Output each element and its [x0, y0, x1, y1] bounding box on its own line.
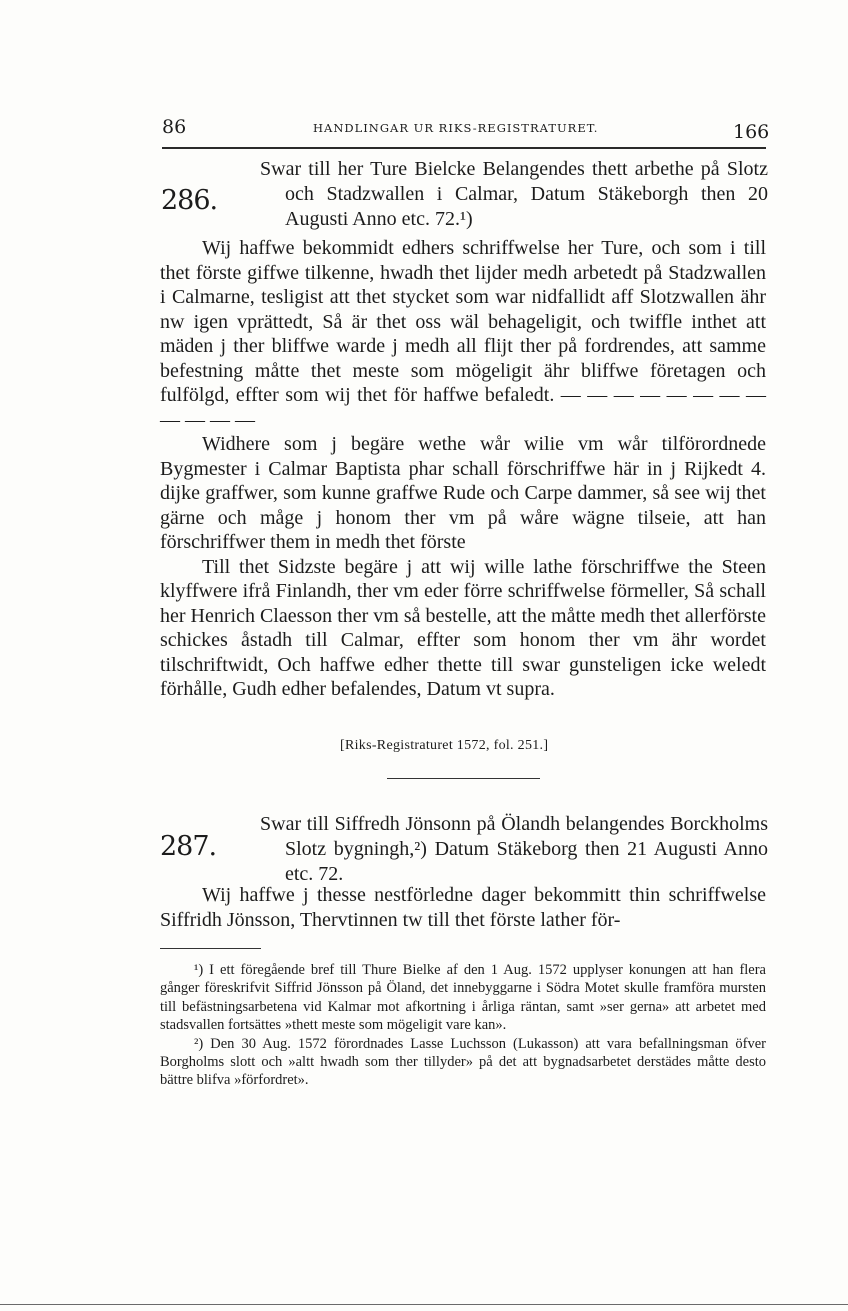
entry-number: 286. — [161, 185, 218, 216]
entry-body — [160, 883, 766, 932]
paragraph: Till thet Sidzste begäre j att wij wille lathe förschriffwe the Steen klyffwere ifrå Finlandh, ther vm eder förre schriffwelse förmeller, Så schall her Henrich Claesson ther vm så bestelle, att the måtte medh thet allerförste schickes åstadh till Calmar, effter som honom ther vm ähr wordet tilschriftwidt, Och haffwe edher thette till swar gunsteligen icke weledt förhålle, Gudh edher befalendes, Datum vt supra. — [160, 555, 766, 700]
running-title: HANDLINGAR UR RIKS-REGISTRATURET. — [313, 121, 599, 135]
entry-separator — [387, 778, 540, 779]
entry-number: 287. — [160, 831, 217, 862]
page-number-left: 86 — [162, 116, 187, 138]
entry-heading: Swar till Siffredh Jönsonn på Ölandh belangendes Borckholms Slotz bygningh,²) Datum Stäkeborg then 21 Augusti Anno etc. 72. — [260, 813, 768, 885]
paragraph: Wij haffwe j thesse nestförledne dager bekommitt thin schriffwelse Siffridh Jönsson, Thervtinnen tw till thet förste lather för- — [160, 884, 766, 931]
entry-heading: Swar till her Ture Bielcke Belangendes thett arbethe på Slotz och Stadzwallen i Calmar, Datum Stäkeborgh then 20 Augusti Anno etc. 72.¹) — [260, 158, 768, 230]
page-number-right: 166 — [733, 121, 770, 143]
source-citation: [Riks-Registraturet 1572, fol. 251.] — [340, 738, 549, 753]
entry-body — [160, 236, 766, 702]
footnote-rule — [160, 948, 261, 949]
paragraph: Wij haffwe bekommidt edhers schriffwelse her Ture, och som i till thet förste giffwe tilkenne, hwadh thet lijder medh arbetedt på Stadzwallen i Calmarne, tesligist att thet stycket som war nidfallidt aff Slotzwallen ähr nw igen vprättedt, Så är thet oss wäl behageligit, och twiffle inthet att mäden j ther bliffwe warde j medh all flijt ther på fordrendes, att samme befestning måtte thet meste som mögeligit ähr bliffwe företagen och fulfölgd, effter som wij thet för haffwe befaledt. — — — — — — — — — — — — — [160, 237, 766, 431]
footnote: ¹) I ett föregående bref till Thure Bielke af den 1 Aug. 1572 upplyser konungen att han flera gånger föreskrifvit Siffrid Jönsson på Öland, det innebyggarne i Södra Motet skulle framföra mursten till befästningsarbetena vid Kalmar mot afkortning i årliga räntan, samt »ser gerna» att arbetet med stadsvallen fortsättes »thett meste som mögeligit vare kan». — [160, 962, 766, 1034]
page-bottom-edge — [0, 1304, 848, 1305]
footnotes — [160, 961, 766, 1090]
footnote: ²) Den 30 Aug. 1572 förordnades Lasse Luchsson (Lukasson) att vara befallningsman öfver Borgholms slott och »altt hwadh som ther tillyder» på det att bygnadsarbetet derstädes måtte desto bättre blifva »förfordret». — [160, 1035, 766, 1089]
paragraph: Widhere som j begäre wethe wår wilie vm wår tilförordnede Bygmester i Calmar Baptista phar schall förschriffwe här in j Rijkedt 4. dijke graffwer, som kunne graffwe Rude och Carpe dammer, så see wij thet gärne och måge j honom ther vm på wåre wägne tilseie, att han förschriffwer them in medh thet förste — [160, 433, 766, 553]
header-rule — [162, 147, 766, 149]
